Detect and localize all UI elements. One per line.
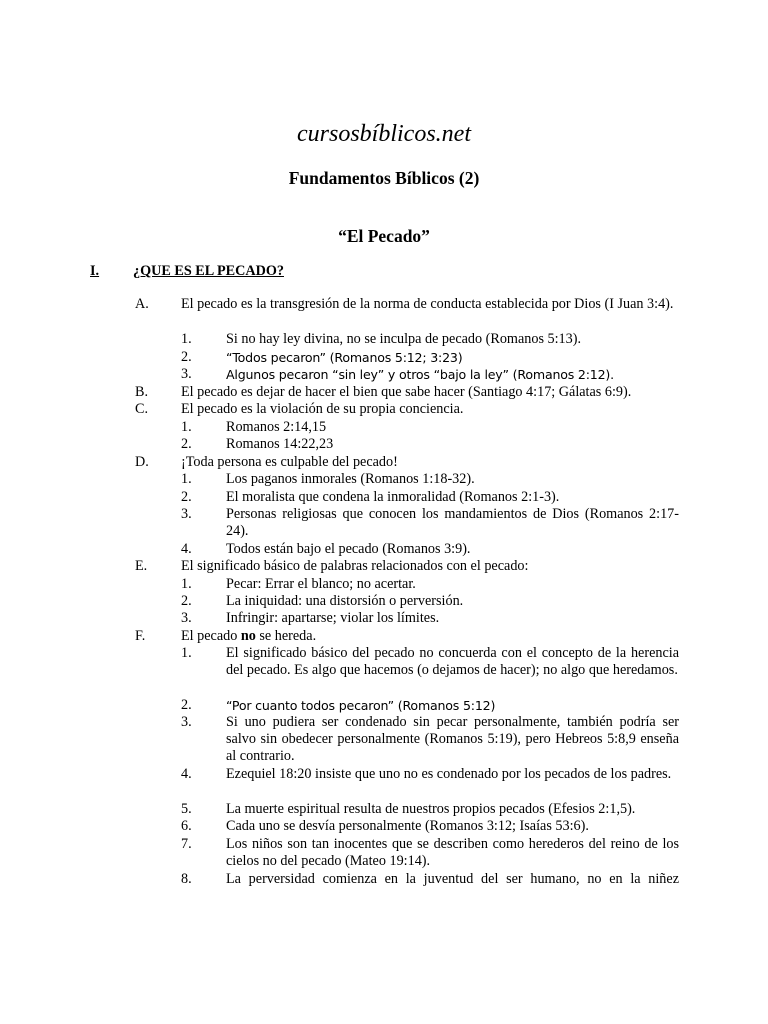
item-e-text: El significado básico de palabras relacionados con el pecado:: [181, 558, 529, 574]
item-b-letter: B.: [135, 384, 149, 400]
item-e-sub-1-text: Pecar: Errar el blanco; no acertar.: [226, 576, 416, 592]
item-d-text: ¡Toda persona es culpable del pecado!: [181, 454, 398, 470]
item-d-sub-3-number: 3.: [181, 506, 192, 522]
item-c-sub-1-text: Romanos 2:14,15: [226, 419, 327, 435]
item-f-sub-5-text: La muerte espiritual resulta de nuestros propios pecados (Efesios 2:1,5).: [226, 801, 636, 817]
item-f-sub-6-number: 6.: [181, 818, 192, 834]
item-f-sub-4-text: Ezequiel 18:20 insiste que uno no es condenado por los pecados de los padres.: [226, 766, 672, 782]
item-e-letter: E.: [135, 558, 148, 574]
item-d-sub-4-text: Todos están bajo el pecado (Romanos 3:9).: [226, 541, 471, 557]
item-d-sub-1-text: Los paganos inmorales (Romanos 1:18-32).: [226, 471, 475, 487]
item-f-text-bold: no: [240, 628, 256, 644]
item-d-sub-2-text: El moralista que condena la inmoralidad (Romanos 2:1-3).: [226, 489, 560, 505]
section-title: ¿QUE ES EL PECADO?: [133, 263, 284, 279]
item-c-text: El pecado es la violación de su propia conciencia.: [181, 401, 464, 417]
item-f-sub-5-number: 5.: [181, 801, 192, 817]
item-f-sub-8-number: 8.: [181, 871, 192, 887]
item-f-sub-3-number: 3.: [181, 714, 192, 730]
item-a-sub-1-text: Si no hay ley divina, no se inculpa de pecado (Romanos 5:13).: [226, 331, 582, 347]
item-a-sub-2-text: “Todos pecaron” (Romanos 5:12; 3:23): [226, 350, 463, 365]
item-d-sub-1-number: 1.: [181, 471, 192, 487]
item-f-sub-4-number: 4.: [181, 766, 192, 782]
item-f-sub-3-text: Si uno pudiera ser condenado sin pecar personalmente, también podría ser salvo sin obedecer personalmente (Romanos 5:19), pero Hebreos 5:8,9 enseña al contrario.: [226, 714, 679, 764]
item-f-sub-7-text: Los niños son tan inocentes que se describen como herederos del reino de los cielos no del pecado (Mateo 19:14).: [226, 836, 679, 869]
item-f-sub-1-text: El significado básico del pecado no concuerda con el concepto de la herencia del pecado. Es algo que hacemos (o dejamos de hacer); no algo que heredamos.: [226, 645, 679, 678]
item-e-sub-3-number: 3.: [181, 610, 192, 626]
item-f-sub-6-text: Cada uno se desvía personalmente (Romanos 3:12; Isaías 53:6).: [226, 818, 589, 834]
item-d-sub-4-number: 4.: [181, 541, 192, 557]
course-title: Fundamentos Bíblicos (2): [288, 168, 480, 188]
item-f-letter: F.: [135, 628, 146, 644]
item-e-sub-2-text: La iniquidad: una distorsión o perversión.: [226, 593, 464, 609]
item-e-sub-1-number: 1.: [181, 576, 192, 592]
item-c-letter: C.: [135, 401, 149, 417]
item-a-sub-3-number: 3.: [181, 366, 192, 382]
item-f-sub-8-text: La perversidad comienza en la juventud del ser humano, no en la niñez: [226, 871, 679, 887]
item-a-letter: A.: [135, 296, 149, 312]
item-b-text: El pecado es dejar de hacer el bien que sabe hacer (Santiago 4:17; Gálatas 6:9).: [181, 384, 632, 400]
item-d-letter: D.: [135, 454, 149, 470]
item-e-sub-2-number: 2.: [181, 593, 192, 609]
item-f-text: [181, 628, 679, 645]
lesson-title: “El Pecado”: [338, 226, 430, 246]
item-e-sub-3-text: Infringir: apartarse; violar los límites.: [226, 610, 440, 626]
item-f-text-after: se hereda.: [255, 628, 317, 644]
item-f-sub-1-number: 1.: [181, 645, 192, 661]
item-c-sub-1-number: 1.: [181, 419, 192, 435]
item-a-text: El pecado es la transgresión de la norma de conducta establecida por Dios (I Juan 3:4).: [181, 296, 674, 312]
item-f-text-before: El pecado: [181, 628, 241, 644]
item-c-sub-2-text: Romanos 14:22,23: [226, 436, 334, 452]
section-number: I.: [90, 263, 100, 279]
item-a-sub-2-number: 2.: [181, 349, 192, 365]
item-c-sub-2-number: 2.: [181, 436, 192, 452]
site-logo-text: cursosbíblicos.net: [297, 121, 471, 147]
item-f-sub-2-text: “Por cuanto todos pecaron” (Romanos 5:12): [226, 698, 496, 713]
item-a-sub-3-text: Algunos pecaron “sin ley” y otros “bajo la ley” (Romanos 2:12).: [226, 367, 614, 382]
item-d-sub-2-number: 2.: [181, 489, 192, 505]
item-f-sub-2-number: 2.: [181, 697, 192, 713]
item-d-sub-3-text: Personas religiosas que conocen los mandamientos de Dios (Romanos 2:17-24).: [226, 506, 679, 539]
item-a-sub-1-number: 1.: [181, 331, 192, 347]
item-f-sub-7-number: 7.: [181, 836, 192, 852]
